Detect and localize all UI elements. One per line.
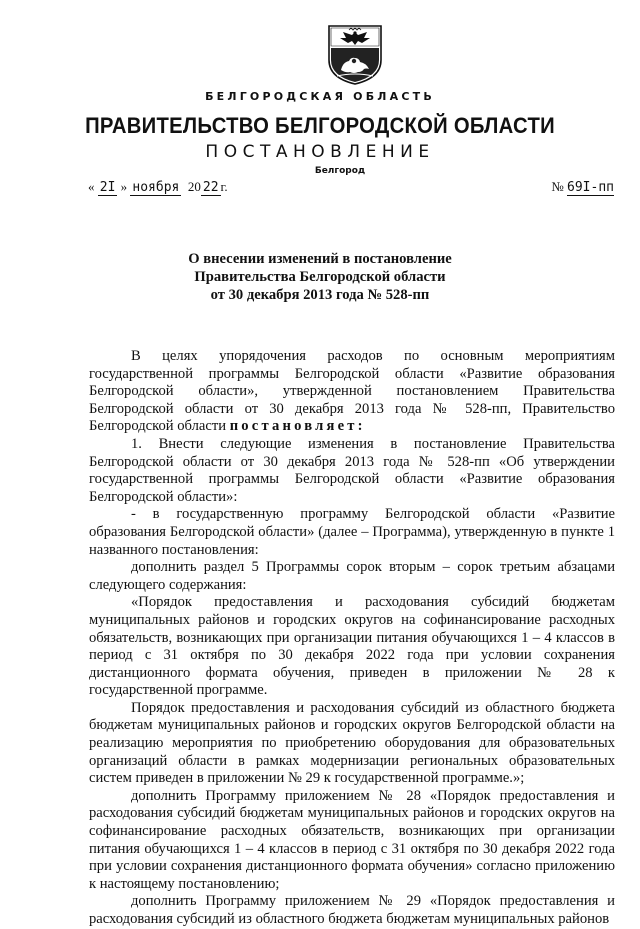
document-type: ПОСТАНОВЛЕНИЕ <box>205 142 435 162</box>
decree-date <box>88 179 228 195</box>
title-line-2: Правительства Белгородской области <box>194 269 446 285</box>
paragraph-program: - в государственную программу Белгородской области «Развитие образования Белгородской области» (далее – Программа), утвержденную в пункте 1 названного постановления: <box>89 506 615 558</box>
date-close-quote: » <box>120 179 128 194</box>
date-year-suffix: 22 <box>202 180 219 195</box>
number-prefix: № <box>551 179 564 194</box>
date-year-prefix: 20 <box>187 179 201 194</box>
coat-of-arms-icon <box>327 24 383 86</box>
paragraph-appendix-28: дополнить Программу приложением № 28 «Порядок предоставления и расходования субсидий бюджетам муниципальных районов и городских округов на софинансирование расходных обязательств, возникающих при организации питания обучающихся 1 – 4 классов в период с 31 октября по 30 декабря 2022 года при условии сохранения дистанционного формата обучения» согласно приложению к настоящему постановлению; <box>89 787 615 892</box>
city-name: Белгород <box>314 166 366 176</box>
date-year-unit: г. <box>220 179 228 194</box>
government-name: ПРАВИТЕЛЬСТВО БЕЛГОРОДСКОЙ ОБЛАСТИ <box>85 113 555 138</box>
paragraph-quote-2: Порядок предоставления и расходования субсидий из областного бюджета бюджетам муниципальных районов и городских округов Белгородской области на реализацию мероприятия по приобретению оборудования для образовательных организаций области в рамках модернизации региональных образовательных систем приведен в приложении № 29 к государственной программе.»; <box>89 699 615 787</box>
date-month: ноября <box>132 180 180 195</box>
preamble-text: В целях упорядочения расходов по основным мероприятиям государственной программы Белгородской области «Развитие образования Белгородской области», утвержденной постановлением Правительства Белгородской области от 30 декабря 2013 года № 528-пп, Правительство Белгородской области <box>89 348 615 435</box>
decree-number <box>551 179 614 195</box>
date-open-quote: « <box>88 179 95 194</box>
document-title <box>0 250 640 304</box>
preamble-verb: постановляет: <box>229 418 366 435</box>
document-body <box>89 348 615 929</box>
paragraph-appendix-29: дополнить Программу приложением № 29 «Порядок предоставления и расходования субсидий из областного бюджета бюджетам муниципальных районов <box>89 893 615 927</box>
paragraph-preamble <box>89 348 615 436</box>
paragraph-item-1: 1. Внести следующие изменения в постановление Правительства Белгородской области от 30 декабря 2013 года № 528-пп «Об утверждении государственной программы Белгородской области «Развитие образования Белгородской области»: <box>89 435 615 505</box>
date-day: 2I <box>99 180 116 195</box>
region-name: БЕЛГОРОДСКАЯ ОБЛАСТЬ <box>205 90 435 103</box>
title-line-3: от 30 декабря 2013 года № 528-пп <box>210 287 430 303</box>
paragraph-quote-1: «Порядок предоставления и расходования субсидий бюджетам муниципальных районов и городских округов на софинансирование расходных обязательств, возникающих при организации питания обучающихся 1 – 4 классов в период с 31 октября по 30 декабря 2022 года при условии сохранения дистанционного формата обучения, приведен в приложении № 28 к государственной программе. <box>89 594 615 699</box>
title-line-1: О внесении изменений в постановление <box>188 251 452 267</box>
paragraph-section-5: дополнить раздел 5 Программы сорок вторым – сорок третьим абзацами следующего содержания: <box>89 559 615 593</box>
number-value: 69I-пп <box>567 180 614 195</box>
